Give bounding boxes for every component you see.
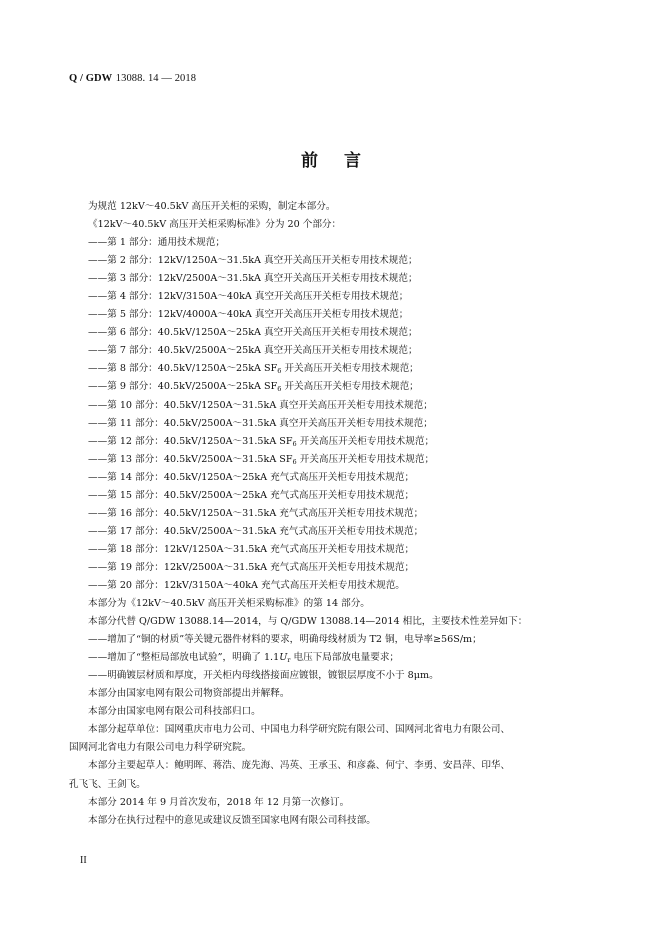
list-item: ——第 6 部分：40.5kV/1250A～25kA 真空开关高压开关柜专用技术规范； xyxy=(88,327,418,339)
paragraph: 为规范 12kV～40.5kV 高压开关柜的采购，制定本部分。 xyxy=(88,201,336,212)
paragraph: 本部分 2014 年 9 月首次发布，2018 年 12 月第一次修订。 xyxy=(88,796,350,808)
subscript: 6 xyxy=(292,457,297,466)
list-item: ——第 18 部分：12kV/1250A～31.5kA 充气式高压开关柜专用技术规范； xyxy=(88,543,415,555)
list-item: ——第 14 部分：40.5kV/1250A～25kA 充气式高压开关柜专用技术规范； xyxy=(88,471,415,483)
list-item: ——第 20 部分：12kV/3150A～40kA 充气式高压开关柜专用技术规范。 xyxy=(88,579,405,591)
list-item: ——第 1 部分：通用技术规范； xyxy=(88,237,225,249)
subscript: r xyxy=(287,656,291,665)
list-item: ——第 11 部分：40.5kV/2500A～31.5kA 真空开关高压开关柜专用技术规范； xyxy=(88,417,433,429)
paragraph: 本部分在执行过程中的意见或建议反馈至国家电网有限公司科技部。 xyxy=(88,814,376,826)
paragraph-continuation: 孔飞飞、王剑飞。 xyxy=(69,778,146,790)
list-item: ——明确镀层材质和厚度，开关柜内母线搭接面应镀银，镀银层厚度不小于 8μm。 xyxy=(88,670,439,682)
list-item-text: ——增加了“整柜局部放电试验”，明确了 1.1 xyxy=(88,652,280,664)
list-item: ——第 2 部分：12kV/1250A～31.5kA 真空开关高压开关柜专用技术规范； xyxy=(88,255,418,267)
list-item-text: ——第 8 部分：40.5kV/1250A～25kA SF xyxy=(88,363,278,375)
paragraph: 本部分代替 Q/GDW 13088.14—2014，与 Q/GDW 13088.14—2014 相比，主要技术性差异如下： xyxy=(88,616,528,628)
paragraph: 本部分为《12kV～40.5kV 高压开关柜采购标准》的第 14 部分。 xyxy=(88,598,370,610)
subscript: 6 xyxy=(292,439,297,448)
list-item: ——第 5 部分：12kV/4000A～40kA 真空开关高压开关柜专用技术规范； xyxy=(88,309,409,321)
list-item-text: ——第 13 部分：40.5kV/2500A～31.5kA SF xyxy=(88,453,293,465)
subscript: 6 xyxy=(277,385,282,394)
subscript: 6 xyxy=(277,367,282,376)
list-item: ——第 4 部分：12kV/3150A～40kA 真空开关高压开关柜专用技术规范； xyxy=(88,291,409,303)
section-title: 前言 xyxy=(301,151,387,171)
list-item-text: ——第 12 部分：40.5kV/1250A～31.5kA SF xyxy=(88,435,293,447)
paragraph-continuation: 国网河北省电力有限公司电力科学研究院。 xyxy=(69,742,252,754)
paragraph: 本部分主要起草人：鲍明晖、蒋浩、庞先海、冯英、王承玉、和彦淼、何宁、李勇、安昌萍、印华、 xyxy=(88,760,511,772)
list-item: ——第 3 部分：12kV/2500A～31.5kA 真空开关高压开关柜专用技术规范； xyxy=(88,273,418,285)
standard-number: 13088. 14 — 2018 xyxy=(115,73,197,84)
list-item-text: 开关高压开关柜专用技术规范； xyxy=(296,435,435,447)
list-item: ——增加了“铜的材质”等关键元器件材料的要求，明确母线材质为 T2 铜，电导率≥56S/m； xyxy=(88,634,482,646)
list-item-text: 开关高压开关柜专用技术规范； xyxy=(281,363,419,375)
list-item xyxy=(69,378,597,396)
list-item-text: 电压下局部放电量要求； xyxy=(290,652,400,664)
list-item xyxy=(69,649,597,667)
list-item: ——第 15 部分：40.5kV/2500A～25kA 充气式高压开关柜专用技术规范； xyxy=(88,489,415,501)
list-item: ——第 7 部分：40.5kV/2500A～25kA 真空开关高压开关柜专用技术规范； xyxy=(88,345,418,357)
list-item-text: 开关高压开关柜专用技术规范； xyxy=(296,453,435,465)
list-item-text: 开关高压开关柜专用技术规范； xyxy=(281,381,419,393)
list-item-text: ——第 9 部分：40.5kV/2500A～25kA SF xyxy=(88,381,278,393)
list-item: ——第 10 部分：40.5kV/1250A～31.5kA 真空开关高压开关柜专用技术规范； xyxy=(88,399,433,411)
list-item: ——第 19 部分：12kV/2500A～31.5kA 充气式高压开关柜专用技术规范； xyxy=(88,561,415,573)
list-item xyxy=(69,360,597,378)
variable: U xyxy=(279,652,288,664)
foreword-body xyxy=(69,198,597,830)
paragraph: 本部分起草单位：国网重庆市电力公司、中国电力科学研究院有限公司、国网河北省电力有限公司、 xyxy=(88,724,511,736)
list-item xyxy=(69,433,597,451)
list-item xyxy=(69,451,597,469)
document-header xyxy=(69,72,196,84)
paragraph: 本部分由国家电网有限公司物资部提出并解释。 xyxy=(88,688,290,700)
page-number: II xyxy=(80,855,87,866)
list-item: ——第 17 部分：40.5kV/2500A～31.5kA 充气式高压开关柜专用技术规范； xyxy=(88,525,424,537)
list-item: ——第 16 部分：40.5kV/1250A～31.5kA 充气式高压开关柜专用技术规范； xyxy=(88,507,424,519)
standard-code: Q / GDW xyxy=(69,73,113,84)
paragraph: 《12kV～40.5kV 高压开关柜采购标准》分为 20 个部分： xyxy=(88,219,342,231)
paragraph: 本部分由国家电网有限公司科技部归口。 xyxy=(88,706,261,718)
